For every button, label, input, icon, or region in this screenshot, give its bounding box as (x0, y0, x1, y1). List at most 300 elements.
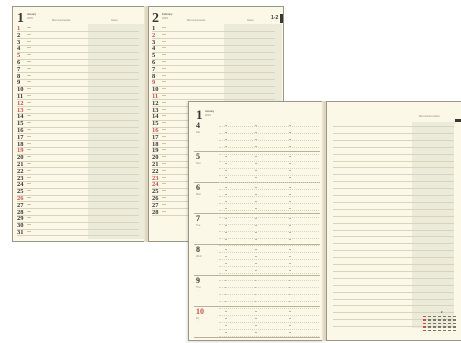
day-number: 2 (17, 31, 21, 39)
mini-calendar-cell (433, 326, 436, 327)
day-rule (17, 113, 139, 114)
day-rule (17, 161, 139, 162)
week-month-number: 1 (196, 107, 203, 122)
day-marker (162, 197, 166, 198)
month-year: 2025 (27, 17, 33, 20)
week-day-sub: · · · (196, 165, 201, 168)
mini-calendar-cell (443, 319, 446, 320)
memo-line (333, 305, 454, 306)
time-mark (225, 318, 227, 319)
time-mark (289, 194, 291, 195)
memo-line (333, 161, 454, 162)
day-number: 25 (152, 188, 159, 196)
day-number: 2 (152, 31, 156, 39)
time-mark (255, 156, 257, 157)
week-day-sub: · · · (196, 289, 201, 292)
day-number: 25 (17, 188, 24, 196)
hour-rule (219, 301, 319, 302)
memo-line (333, 257, 454, 258)
week-day-number: 9 (196, 276, 200, 285)
time-mark (289, 318, 291, 319)
day-divider (194, 213, 320, 214)
day-marker (162, 27, 166, 28)
time-mark (255, 239, 257, 240)
day-number: 11 (152, 93, 159, 100)
week-day-number: 7 (196, 214, 200, 223)
memo-line (333, 195, 454, 196)
day-number: 19 (17, 147, 24, 155)
day-marker (162, 136, 166, 137)
month-tab-label: 1-2 (271, 15, 279, 21)
time-mark (225, 239, 227, 240)
mini-calendar-cell (453, 316, 456, 317)
day-number: 1 (17, 25, 21, 32)
memo-line (333, 264, 454, 265)
memo-line (333, 167, 454, 168)
time-mark (289, 325, 291, 326)
day-number: 26 (152, 195, 159, 202)
memo-line (333, 126, 454, 127)
day-marker (162, 211, 166, 212)
time-mark (225, 270, 227, 271)
time-mark (289, 201, 291, 202)
day-rule (17, 120, 139, 121)
day-number: 8 (152, 72, 156, 80)
day-number: 9 (17, 79, 21, 87)
day-number: 18 (152, 140, 159, 148)
memo-line (333, 312, 454, 313)
day-rule (17, 140, 139, 141)
time-mark (289, 249, 291, 250)
mini-calendar-cell (448, 316, 451, 317)
time-mark (289, 256, 291, 257)
hour-rule (219, 238, 319, 239)
memo-line (333, 285, 454, 286)
memo-line (333, 236, 454, 237)
day-marker (27, 143, 31, 144)
day-marker (27, 115, 31, 116)
day-rule (152, 38, 275, 39)
week-day-sub: · · · (196, 320, 201, 323)
mini-calendar-title: 2 (441, 311, 443, 314)
day-rule (17, 222, 139, 223)
mini-calendar-cell (443, 316, 446, 317)
day-marker (27, 204, 31, 205)
memo-line (333, 278, 454, 279)
mini-calendar-cell (453, 330, 456, 331)
week-month-name: January (205, 110, 215, 113)
time-mark (289, 156, 291, 157)
time-mark (255, 187, 257, 188)
time-mark (255, 325, 257, 326)
week-year: 2025 (205, 114, 211, 117)
time-mark (225, 208, 227, 209)
hour-rule (219, 273, 319, 274)
day-marker (162, 61, 166, 62)
week-day-sub: · · · (196, 134, 201, 137)
day-marker (27, 88, 31, 89)
monthly-left-page (12, 6, 146, 242)
week-day-number: 5 (196, 152, 200, 161)
time-mark (255, 208, 257, 209)
month-number: 2 (152, 11, 159, 26)
day-marker (162, 170, 166, 171)
time-mark (255, 270, 257, 271)
mini-calendar-cell (428, 319, 431, 320)
time-mark (255, 201, 257, 202)
memo-line (333, 230, 454, 231)
mini-calendar-cell (438, 319, 441, 320)
week-day-number: 8 (196, 245, 200, 254)
hour-rule (219, 126, 319, 127)
time-mark (289, 311, 291, 312)
day-rule (17, 181, 139, 182)
day-rule (17, 93, 139, 94)
day-marker (27, 129, 31, 130)
day-number: 22 (152, 167, 159, 175)
time-mark (225, 249, 227, 250)
mini-calendar-cell (448, 323, 451, 324)
hour-rule (219, 224, 319, 225)
day-rule (17, 215, 139, 216)
week-day-number: 10 (196, 307, 204, 316)
time-mark (225, 232, 227, 233)
day-marker (162, 177, 166, 178)
day-marker (162, 102, 166, 103)
day-number: 10 (17, 86, 24, 94)
day-number: 18 (17, 140, 24, 148)
day-marker (162, 47, 166, 48)
day-rule (152, 31, 275, 32)
day-number: 4 (152, 45, 156, 53)
time-mark (289, 225, 291, 226)
mini-calendar-cell (428, 316, 431, 317)
day-number: 16 (17, 127, 24, 134)
hour-rule (219, 182, 319, 183)
mini-calendar-cell (423, 326, 426, 327)
mini-calendar-cell (428, 330, 431, 331)
day-number: 1 (152, 25, 156, 32)
day-number: 6 (152, 59, 156, 66)
time-mark (255, 218, 257, 219)
time-mark (225, 225, 227, 226)
memo-line (333, 174, 454, 175)
time-mark (225, 325, 227, 326)
week-day-number: 6 (196, 183, 200, 192)
mini-calendar-cell (423, 319, 426, 320)
day-number: 15 (152, 120, 159, 128)
time-mark (289, 239, 291, 240)
memo-line (333, 223, 454, 224)
notes-column (88, 24, 144, 239)
day-rule (17, 127, 139, 128)
day-marker (27, 102, 31, 103)
memo-line (333, 202, 454, 203)
day-marker (162, 68, 166, 69)
day-number: 17 (17, 133, 24, 141)
day-number: 20 (152, 154, 159, 162)
day-number: 30 (17, 222, 24, 230)
time-mark (255, 225, 257, 226)
hour-rule (219, 280, 319, 281)
day-marker (27, 41, 31, 42)
hour-rule (219, 210, 319, 211)
time-mark (255, 170, 257, 171)
column-header-memo: Memo/schedule (52, 19, 71, 22)
time-mark (255, 318, 257, 319)
day-marker (27, 54, 31, 55)
day-number: 6 (17, 59, 21, 66)
day-marker (162, 115, 166, 116)
day-number: 21 (17, 161, 24, 168)
day-rule (17, 45, 139, 46)
day-divider (194, 151, 320, 152)
day-number: 7 (17, 65, 21, 73)
week-day-number: 4 (196, 121, 200, 130)
day-rule (17, 72, 139, 73)
day-rule (17, 235, 139, 236)
day-number: 14 (17, 113, 24, 121)
day-rule (152, 72, 275, 73)
day-rule (17, 167, 139, 168)
hour-rule (219, 329, 319, 330)
page-tab-marker (455, 119, 461, 122)
day-number: 29 (17, 215, 24, 223)
week-day-sub: · · · (196, 258, 201, 261)
day-number: 4 (17, 45, 21, 53)
day-marker (27, 61, 31, 62)
week-day-name: Thu (196, 286, 201, 289)
time-mark (289, 170, 291, 171)
month-name: February (162, 13, 173, 16)
memo-line (333, 209, 454, 210)
time-mark (289, 270, 291, 271)
day-marker (27, 68, 31, 69)
hour-rule (219, 133, 319, 134)
day-marker (27, 95, 31, 96)
time-mark (255, 194, 257, 195)
mini-calendar-cell (448, 330, 451, 331)
day-marker (162, 109, 166, 110)
mini-calendar-cell (433, 323, 436, 324)
day-marker (162, 75, 166, 76)
day-marker (27, 27, 31, 28)
time-mark (289, 218, 291, 219)
day-marker (27, 136, 31, 137)
week-day-name: Tue (196, 224, 201, 227)
hour-rule (219, 266, 319, 267)
hour-rule (219, 245, 319, 246)
day-marker (27, 197, 31, 198)
time-mark (255, 311, 257, 312)
day-marker (27, 170, 31, 171)
day-rule (17, 79, 139, 80)
day-number: 3 (17, 38, 21, 46)
day-rule (17, 65, 139, 66)
day-rule (17, 86, 139, 87)
time-mark (255, 332, 257, 333)
memo-line (333, 133, 454, 134)
time-mark (225, 156, 227, 157)
time-mark (289, 187, 291, 188)
day-rule (17, 99, 139, 100)
hour-rule (219, 294, 319, 295)
mini-calendar-cell (428, 323, 431, 324)
day-number: 23 (152, 174, 159, 182)
time-mark (255, 232, 257, 233)
day-number: 13 (152, 106, 159, 114)
mini-calendar-cell (438, 323, 441, 324)
day-marker (27, 122, 31, 123)
day-marker (162, 156, 166, 157)
time-mark (289, 332, 291, 333)
day-number: 31 (17, 229, 24, 236)
day-marker (162, 88, 166, 89)
day-marker (162, 41, 166, 42)
day-marker (27, 231, 31, 232)
day-marker (162, 163, 166, 164)
hour-rule (219, 217, 319, 218)
week-day-name: Fri (196, 317, 200, 320)
hour-rule (219, 231, 319, 232)
hour-rule (219, 161, 319, 162)
day-rule (17, 174, 139, 175)
month-name: January (27, 13, 37, 16)
hour-rule (219, 168, 319, 169)
day-number: 10 (152, 86, 159, 94)
day-rule (152, 65, 275, 66)
day-marker (27, 75, 31, 76)
column-header-notes: Notes (247, 19, 254, 22)
day-rule (152, 93, 275, 94)
day-number: 27 (17, 201, 24, 209)
hour-rule (219, 189, 319, 190)
month-number: 1 (17, 11, 24, 26)
time-mark (289, 263, 291, 264)
hour-rule (219, 196, 319, 197)
day-number: 27 (152, 201, 159, 209)
mini-calendar-cell (423, 323, 426, 324)
time-mark (225, 187, 227, 188)
day-marker (162, 204, 166, 205)
mini-calendar-cell (443, 330, 446, 331)
day-rule (152, 59, 275, 60)
day-marker (162, 54, 166, 55)
day-number: 19 (152, 147, 159, 155)
day-rule (17, 188, 139, 189)
week-day-sub: · · · (196, 196, 201, 199)
time-mark (255, 256, 257, 257)
time-mark (225, 201, 227, 202)
memo-line (333, 292, 454, 293)
day-rule (152, 79, 275, 80)
time-mark (225, 194, 227, 195)
memo-line (333, 271, 454, 272)
day-number: 8 (17, 72, 21, 80)
hour-rule (219, 259, 319, 260)
weekly-left-page (188, 101, 324, 341)
day-number: 13 (17, 106, 24, 114)
day-rule (17, 38, 139, 39)
hour-rule (219, 336, 319, 337)
day-number: 5 (152, 52, 156, 60)
day-divider (194, 275, 320, 276)
month-year: 2025 (162, 17, 168, 20)
hour-rule (219, 154, 319, 155)
day-number: 16 (152, 127, 159, 134)
time-mark (289, 232, 291, 233)
memo-header: Memo/Information (419, 115, 440, 118)
mini-calendar-cell (438, 316, 441, 317)
hour-rule (219, 308, 319, 309)
day-divider (194, 337, 320, 338)
day-number: 14 (152, 113, 159, 121)
day-marker (27, 183, 31, 184)
day-marker (27, 34, 31, 35)
time-mark (289, 163, 291, 164)
day-marker (162, 129, 166, 130)
day-rule (17, 52, 139, 53)
mini-calendar-cell (453, 323, 456, 324)
day-rule (17, 208, 139, 209)
day-number: 21 (152, 161, 159, 168)
day-number: 28 (152, 208, 159, 216)
day-number: 12 (152, 99, 159, 107)
hour-rule (219, 147, 319, 148)
day-number: 20 (17, 154, 24, 162)
day-number: 28 (17, 208, 24, 216)
mini-calendar (423, 316, 459, 334)
mini-calendar-cell (433, 316, 436, 317)
day-marker (162, 122, 166, 123)
memo-line (333, 299, 454, 300)
hour-rule (219, 140, 319, 141)
time-mark (225, 256, 227, 257)
mini-calendar-cell (438, 330, 441, 331)
column-header-notes: Notes (111, 19, 118, 22)
day-number: 17 (152, 133, 159, 141)
time-mark (225, 218, 227, 219)
mini-calendar-cell (453, 326, 456, 327)
memo-line (333, 154, 454, 155)
mini-calendar-cell (438, 326, 441, 327)
hour-rule (219, 175, 319, 176)
day-rule (17, 59, 139, 60)
day-rule (17, 106, 139, 107)
column-header-memo: Memo/schedule (187, 19, 206, 22)
day-marker (162, 149, 166, 150)
time-mark (255, 263, 257, 264)
day-marker (162, 95, 166, 96)
time-mark (225, 170, 227, 171)
mini-calendar-cell (453, 319, 456, 320)
hour-rule (219, 203, 319, 204)
day-rule (17, 229, 139, 230)
memo-line (333, 250, 454, 251)
day-marker (162, 143, 166, 144)
memo-line (333, 216, 454, 217)
day-marker (162, 34, 166, 35)
time-mark (255, 249, 257, 250)
memo-line (333, 181, 454, 182)
day-marker (162, 81, 166, 82)
day-number: 7 (152, 65, 156, 73)
mini-calendar-cell (448, 319, 451, 320)
day-rule (17, 195, 139, 196)
day-marker (27, 156, 31, 157)
mini-calendar-cell (423, 330, 426, 331)
day-number: 24 (17, 181, 24, 189)
